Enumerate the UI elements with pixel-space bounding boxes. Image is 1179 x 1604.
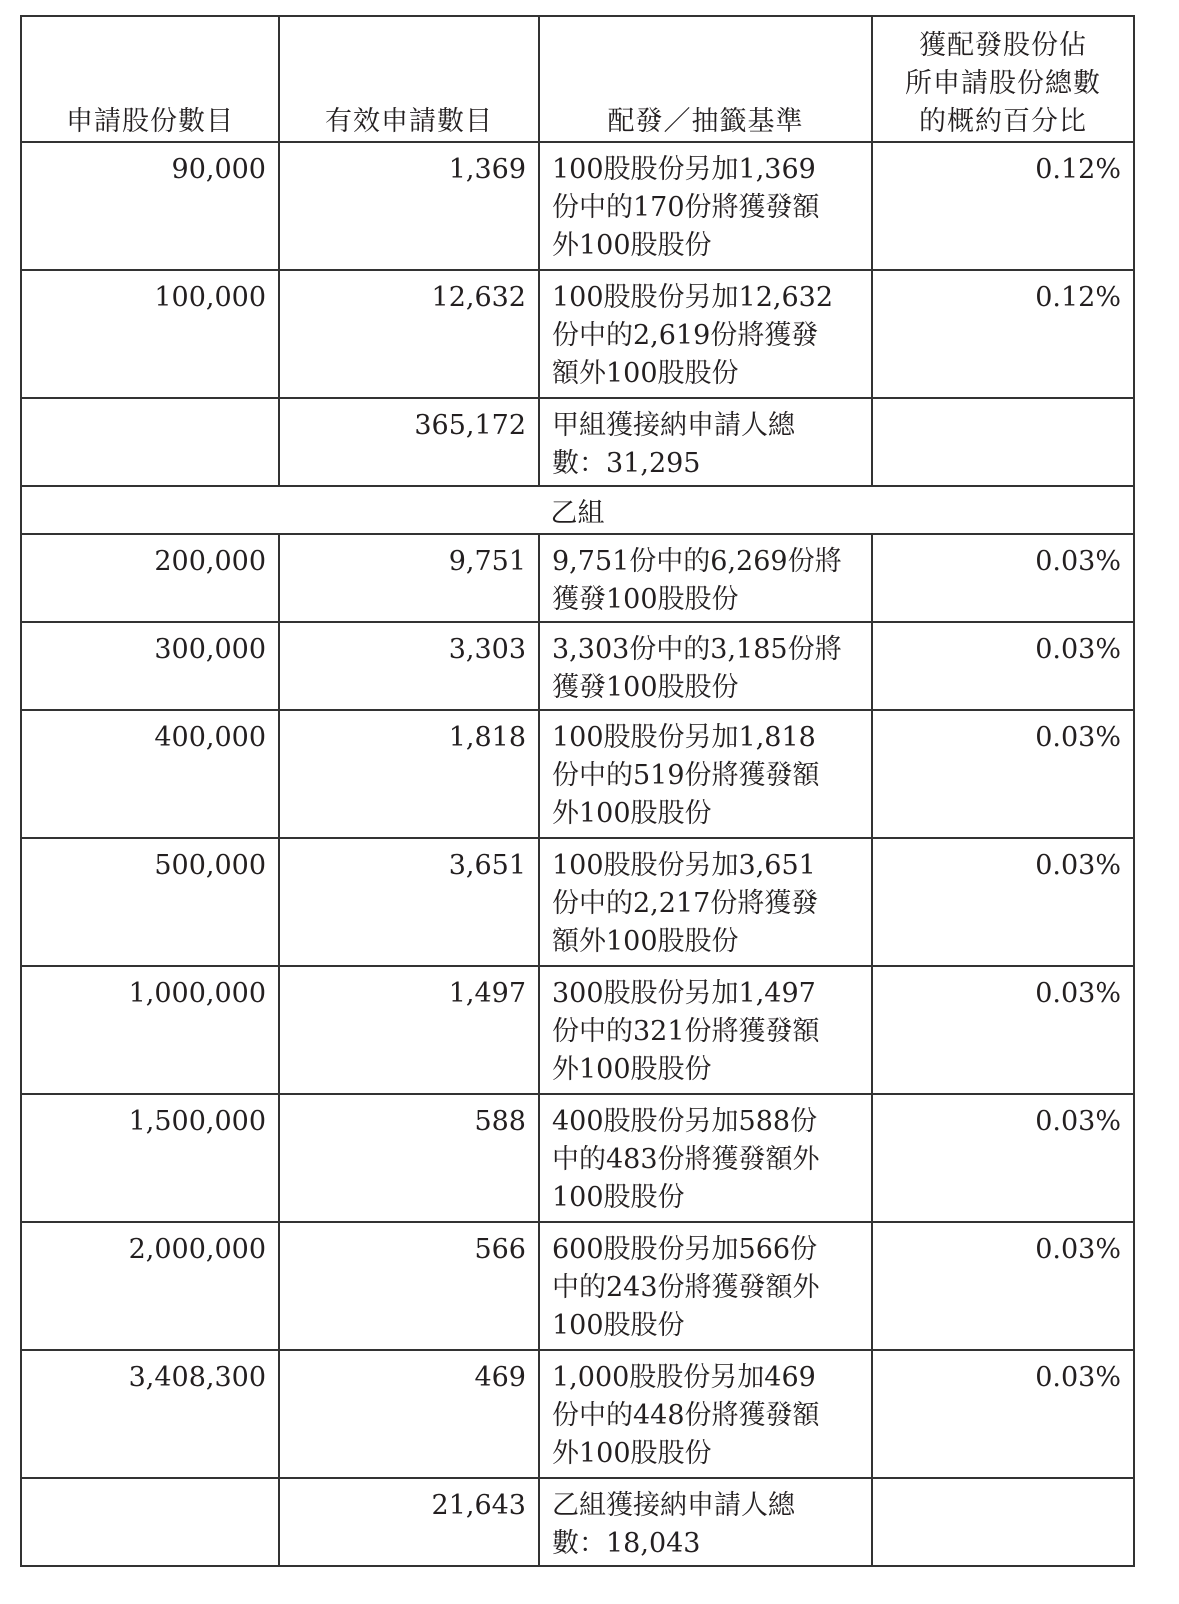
header-valid-applications: 有效申請數目 xyxy=(279,16,539,142)
basis-line: 獲發100股股份 xyxy=(552,672,739,703)
basis-line: 外100股股份 xyxy=(552,230,712,261)
basis-line: 份中的2,217份將獲發 xyxy=(552,888,819,919)
basis-cell xyxy=(539,142,872,270)
basis-line: 外100股股份 xyxy=(552,1054,712,1085)
valid-applications-cell: 3,303 xyxy=(279,622,539,710)
basis-line: 份中的321份將獲發額 xyxy=(552,1016,820,1047)
valid-applications-cell: 566 xyxy=(279,1222,539,1350)
percentage-cell: 0.03% xyxy=(872,534,1134,622)
empty-cell xyxy=(872,398,1134,486)
table-row xyxy=(21,710,1134,838)
basis-line: 份中的2,619份將獲發 xyxy=(552,320,819,351)
basis-line: 1,000股股份另加469 xyxy=(552,1362,816,1393)
percentage-cell: 0.03% xyxy=(872,838,1134,966)
basis-line: 外100股股份 xyxy=(552,1438,712,1469)
table-row xyxy=(21,1222,1134,1350)
valid-applications-cell: 3,651 xyxy=(279,838,539,966)
group-b-title-row xyxy=(21,486,1134,534)
basis-line: 額外100股股份 xyxy=(552,358,739,389)
basis-line: 400股股份另加588份 xyxy=(552,1106,818,1137)
percentage-cell: 0.12% xyxy=(872,270,1134,398)
percentage-cell: 0.03% xyxy=(872,622,1134,710)
table-row xyxy=(21,966,1134,1094)
basis-line: 3,303份中的3,185份將 xyxy=(552,634,842,665)
basis-line: 9,751份中的6,269份將 xyxy=(552,546,842,577)
table-row xyxy=(21,270,1134,398)
table-row xyxy=(21,838,1134,966)
basis-line: 300股股份另加1,497 xyxy=(552,978,816,1009)
basis-line: 100股股份 xyxy=(552,1310,685,1341)
basis-line: 甲組獲接納申請人總 xyxy=(552,410,795,441)
empty-cell xyxy=(21,1478,279,1566)
basis-line: 數：31,295 xyxy=(552,448,701,479)
percentage-cell: 0.12% xyxy=(872,142,1134,270)
shares-applied-cell: 2,000,000 xyxy=(21,1222,279,1350)
basis-line: 份中的448份將獲發額 xyxy=(552,1400,820,1431)
group-a-total-row xyxy=(21,398,1134,486)
basis-cell xyxy=(539,534,872,622)
table-row xyxy=(21,622,1134,710)
basis-line: 100股股份另加12,632 xyxy=(552,282,834,313)
percentage-cell: 0.03% xyxy=(872,1222,1134,1350)
basis-cell xyxy=(539,838,872,966)
basis-line: 份中的170份將獲發額 xyxy=(552,192,820,223)
valid-applications-cell: 588 xyxy=(279,1094,539,1222)
basis-line: 獲發100股股份 xyxy=(552,584,739,615)
shares-applied-cell: 1,000,000 xyxy=(21,966,279,1094)
basis-line: 外100股股份 xyxy=(552,798,712,829)
basis-line: 數：18,043 xyxy=(552,1528,701,1559)
basis-line: 600股股份另加566份 xyxy=(552,1234,818,1265)
table-row xyxy=(21,534,1134,622)
shares-applied-cell: 300,000 xyxy=(21,622,279,710)
group-a-total-basis xyxy=(539,398,872,486)
basis-line: 100股股份另加3,651 xyxy=(552,850,816,881)
basis-line: 份中的519份將獲發額 xyxy=(552,760,820,791)
shares-applied-cell: 500,000 xyxy=(21,838,279,966)
empty-cell xyxy=(872,1478,1134,1566)
shares-applied-cell: 100,000 xyxy=(21,270,279,398)
shares-applied-cell: 200,000 xyxy=(21,534,279,622)
basis-cell xyxy=(539,1350,872,1478)
group-b-title: 乙組 xyxy=(21,486,1134,534)
group-b-total-basis xyxy=(539,1478,872,1566)
valid-applications-cell: 1,497 xyxy=(279,966,539,1094)
percentage-cell: 0.03% xyxy=(872,1350,1134,1478)
table-row xyxy=(21,1350,1134,1478)
table-row xyxy=(21,142,1134,270)
basis-line: 100股股份另加1,818 xyxy=(552,722,816,753)
table-row xyxy=(21,1094,1134,1222)
shares-applied-cell: 3,408,300 xyxy=(21,1350,279,1478)
basis-cell xyxy=(539,270,872,398)
basis-cell xyxy=(539,710,872,838)
shares-applied-cell: 400,000 xyxy=(21,710,279,838)
percentage-cell: 0.03% xyxy=(872,1094,1134,1222)
percentage-cell: 0.03% xyxy=(872,710,1134,838)
basis-line: 額外100股股份 xyxy=(552,926,739,957)
basis-cell xyxy=(539,1094,872,1222)
header-basis-of-allotment: 配發／抽籤基準 xyxy=(539,16,872,142)
valid-applications-cell: 12,632 xyxy=(279,270,539,398)
valid-applications-cell: 9,751 xyxy=(279,534,539,622)
shares-applied-cell: 1,500,000 xyxy=(21,1094,279,1222)
header-shares-applied: 申請股份數目 xyxy=(21,16,279,142)
basis-line: 100股股份 xyxy=(552,1182,685,1213)
valid-applications-cell: 469 xyxy=(279,1350,539,1478)
group-a-total-applications: 365,172 xyxy=(279,398,539,486)
group-b-total-row xyxy=(21,1478,1134,1566)
shares-applied-cell: 90,000 xyxy=(21,142,279,270)
group-b-total-applications: 21,643 xyxy=(279,1478,539,1566)
allotment-table xyxy=(20,15,1135,1567)
percentage-cell: 0.03% xyxy=(872,966,1134,1094)
header-approx-percentage: 獲配發股份佔 所申請股份總數 的概約百分比 xyxy=(872,16,1134,142)
basis-line: 中的243份將獲發額外 xyxy=(552,1272,820,1303)
valid-applications-cell: 1,369 xyxy=(279,142,539,270)
basis-cell xyxy=(539,622,872,710)
empty-cell xyxy=(21,398,279,486)
basis-cell xyxy=(539,966,872,1094)
valid-applications-cell: 1,818 xyxy=(279,710,539,838)
basis-line: 中的483份將獲發額外 xyxy=(552,1144,820,1175)
basis-line: 100股股份另加1,369 xyxy=(552,154,816,185)
basis-line: 乙組獲接納申請人總 xyxy=(552,1490,795,1521)
basis-cell xyxy=(539,1222,872,1350)
header-row xyxy=(21,16,1134,142)
